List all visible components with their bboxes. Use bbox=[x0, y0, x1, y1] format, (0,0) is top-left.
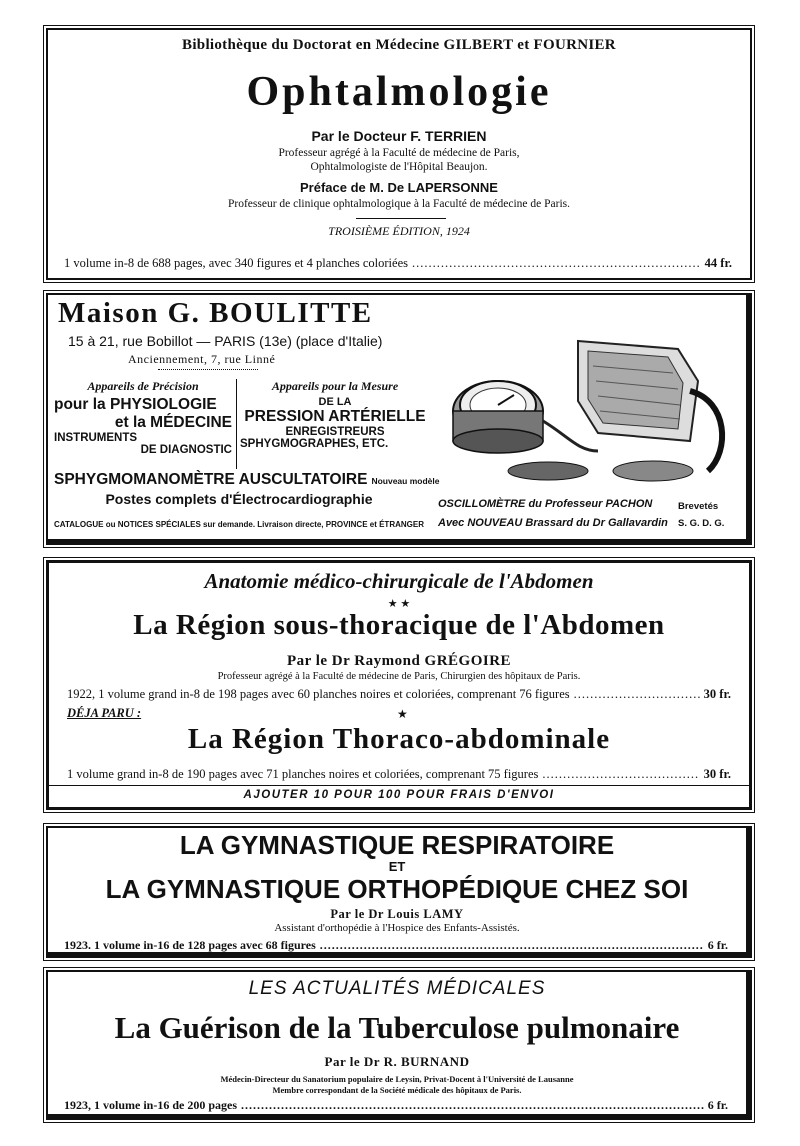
new-model: Nouveau modèle bbox=[371, 476, 440, 486]
volume-text-2: 1 volume grand in-8 de 190 pages avec 71 planches noires et coloriées, comprenant 75 figures bbox=[67, 767, 539, 781]
left-column bbox=[54, 379, 232, 456]
ad-ophtalmologie bbox=[46, 28, 752, 280]
author: Par le Dr Louis LAMY bbox=[330, 907, 464, 921]
wavy-divider bbox=[158, 369, 258, 370]
physiologie: pour la PHYSIOLOGIE bbox=[54, 396, 217, 413]
price-2: 30 fr. bbox=[703, 767, 731, 781]
author-affiliation-1: Médecin-Directeur du Sanatorium populaire de Leysin, Privat-Docent à l'Université de Lausanne bbox=[220, 1074, 574, 1084]
sphygmo-line bbox=[54, 471, 439, 489]
volume-text: 1923. 1 volume in-16 de 128 pages avec 68 figures bbox=[64, 938, 316, 952]
column-divider bbox=[236, 379, 237, 469]
enregistreurs: ENREGISTREURS bbox=[285, 426, 385, 438]
preface-affiliation: Professeur de clinique ophtalmologique à la Faculté de médecine de Paris. bbox=[227, 198, 571, 210]
right-column bbox=[240, 379, 430, 450]
sphygmomanometer-illustration bbox=[428, 321, 733, 491]
maison-name: Maison G. BOULITTE bbox=[58, 297, 373, 329]
author-affiliation-2: Membre correspondant de la Société médicale des hôpitaux de Paris. bbox=[272, 1085, 522, 1095]
dot-leader bbox=[241, 1098, 704, 1113]
volume-text-1: 1922, 1 volume grand in-8 de 198 pages avec 60 planches noires et coloriées, comprenant 76 figures bbox=[67, 687, 570, 701]
postes: Postes complets d'Électrocardiographie bbox=[105, 491, 373, 507]
book-title-2: La Région Thoraco-abdominale bbox=[187, 723, 611, 755]
series-title: Anatomie médico-chirurgicale de l'Abdomen bbox=[204, 569, 594, 593]
title-1: LA GYMNASTIQUE RESPIRATOIRE bbox=[179, 830, 615, 860]
volume-line bbox=[64, 938, 728, 953]
price: 6 fr. bbox=[707, 1098, 728, 1112]
author-affiliation: Professeur agrégé à la Faculté de médecine de Paris, Chirurgien des hôpitaux de Paris. bbox=[217, 671, 581, 682]
preface: Préface de M. De LAPERSONNE bbox=[300, 180, 498, 195]
de-la: DE LA bbox=[318, 396, 352, 408]
book-title: Ophtalmologie bbox=[246, 69, 552, 115]
instruments: INSTRUMENTS bbox=[54, 432, 138, 444]
title-2: LA GYMNASTIQUE ORTHOPÉDIQUE CHEZ SOI bbox=[105, 874, 689, 904]
series-title: Bibliothèque du Doctorat en Médecine GILBERT et FOURNIER bbox=[182, 37, 616, 53]
left-heading: Appareils de Précision bbox=[87, 379, 199, 393]
series-title: LES ACTUALITÉS MÉDICALES bbox=[248, 978, 546, 999]
volume-line-1 bbox=[67, 687, 731, 702]
right-heading: Appareils pour la Mesure bbox=[271, 379, 399, 393]
pression: PRESSION ARTÉRIELLE bbox=[244, 408, 426, 425]
dot-leader bbox=[412, 256, 701, 271]
volume-text: 1923, 1 volume in-16 de 200 pages bbox=[64, 1098, 238, 1112]
author-affiliation-1: Professeur agrégé à la Faculté de médecine de Paris, bbox=[278, 147, 520, 159]
volume-text: 1 volume in-8 de 688 pages, avec 340 figures et 4 planches coloriées bbox=[64, 256, 408, 270]
price: 44 fr. bbox=[704, 256, 732, 270]
author-affiliation: Assistant d'orthopédie à l'Hospice des Enfants-Assistés. bbox=[274, 922, 520, 934]
ad-gymnastique bbox=[46, 826, 752, 958]
sphygmomanometre: SPHYGMOMANOMÈTRE AUSCULTATOIRE bbox=[54, 471, 368, 488]
edition: TROISIÈME ÉDITION, 1924 bbox=[328, 224, 470, 238]
sphygmographes: SPHYGMOGRAPHES, ETC. bbox=[240, 438, 389, 450]
dot-leader bbox=[320, 938, 704, 953]
former-address: Anciennement, 7, rue Linné bbox=[128, 352, 276, 366]
stars: ★ ★ bbox=[387, 598, 411, 610]
shipping-note: AJOUTER 10 POUR 100 POUR FRAIS D'ENVOI bbox=[243, 789, 555, 801]
volume-line bbox=[64, 1098, 728, 1113]
ad-abdomen bbox=[46, 560, 752, 810]
ad-tuberculose bbox=[46, 970, 752, 1120]
deja-paru: DÉJA PARU : bbox=[67, 706, 142, 720]
medecine: et la MÉDECINE bbox=[114, 414, 232, 431]
catalogue: CATALOGUE ou NOTICES SPÉCIALES sur demande. Livraison directe, PROVINCE et ÉTRANGER bbox=[54, 520, 424, 529]
dot-leader bbox=[542, 767, 699, 782]
author: Par le Dr Raymond GRÉGOIRE bbox=[286, 653, 512, 669]
divider bbox=[356, 218, 446, 219]
author-affiliation-2: Ophtalmologiste de l'Hôpital Beaujon. bbox=[310, 161, 488, 173]
divider bbox=[49, 785, 749, 786]
volume-line-2 bbox=[67, 767, 731, 782]
volume-line bbox=[64, 256, 732, 271]
oscillometre: OSCILLOMÈTRE du Professeur PACHON bbox=[438, 498, 653, 510]
dot-leader bbox=[574, 687, 700, 702]
sgdg: S. G. D. G. bbox=[678, 518, 725, 529]
book-title: La Région sous-thoracique de l'Abdomen bbox=[133, 609, 665, 641]
et: ET bbox=[388, 859, 406, 874]
author: Par le Docteur F. TERRIEN bbox=[311, 128, 487, 144]
price-1: 30 fr. bbox=[703, 687, 731, 701]
address: 15 à 21, rue Bobillot — PARIS (13e) (place d'Italie) bbox=[68, 333, 383, 349]
ad-boulitte bbox=[46, 293, 752, 545]
brevetes: Brevetés bbox=[678, 501, 719, 512]
star: ★ bbox=[397, 707, 408, 721]
book-title: La Guérison de la Tuberculose pulmonaire bbox=[114, 1010, 680, 1045]
author: Par le Dr R. BURNAND bbox=[324, 1054, 470, 1069]
brassard: Avec NOUVEAU Brassard du Dr Gallavardin bbox=[438, 517, 668, 529]
diagnostic: DE DIAGNOSTIC bbox=[140, 444, 232, 456]
price: 6 fr. bbox=[707, 938, 728, 952]
